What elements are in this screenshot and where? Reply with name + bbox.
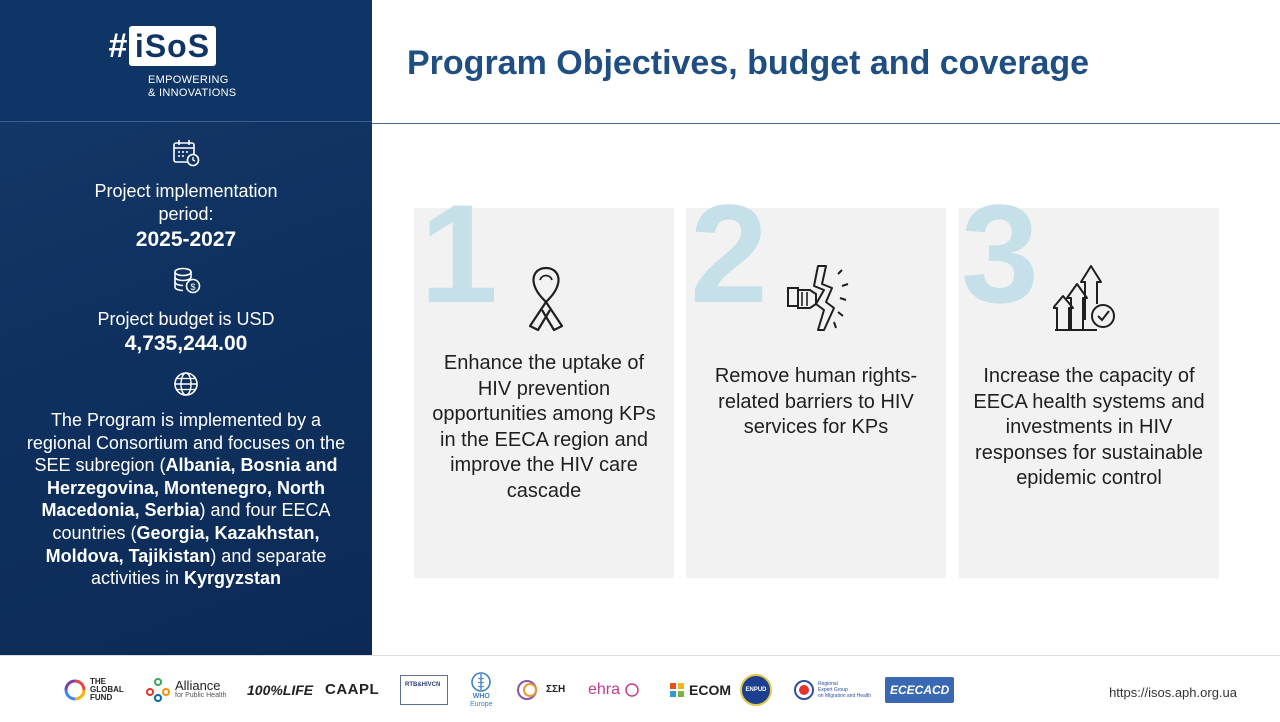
rtb-hivcn-logo: RTB&HIVCN: [400, 656, 448, 722]
period-section: [0, 138, 372, 253]
alliance-dots-icon: [145, 678, 171, 702]
ribbon-icon: [522, 264, 570, 332]
seh-swirl-icon: [515, 678, 543, 702]
ecom-logo: ECOM: [670, 656, 731, 722]
who-europe-logo: WHO Europe: [470, 656, 493, 722]
globe-icon: [173, 371, 199, 397]
isos-logo: [108, 26, 216, 66]
coins-icon: [170, 266, 202, 296]
budget-label: Project budget is USD: [97, 309, 275, 329]
global-fund-logo: THE GLOBAL FUND: [64, 656, 130, 722]
global-fund-mark-icon: [64, 679, 86, 701]
logo-word: iSoS: [129, 26, 216, 66]
objective-text: Enhance the uptake of HIV prevention opportunities among KPs in the EECA region and improve the HIV care cascade: [432, 352, 656, 502]
objective-card-1: [414, 175, 674, 578]
budget-value: 4,735,244.00: [124, 332, 248, 355]
ehra-logo: ehra: [588, 656, 644, 722]
objective-card-3: [959, 175, 1219, 578]
logo-area: [0, 0, 372, 122]
budget-section: [0, 266, 372, 357]
life-logo: 100%LIFE: [247, 681, 314, 698]
title-area: [372, 0, 1280, 124]
website-link[interactable]: https://isos.aph.org.ua: [1109, 685, 1237, 700]
seh-logo: ΣΣΗ: [515, 656, 565, 722]
ececacd-logo: ECECACD: [885, 656, 954, 722]
regional-expert-group-logo: Regional Expert Group on Migration and Health: [793, 656, 871, 722]
growth-arrows-icon: [1053, 264, 1119, 332]
regional-group-emblem-icon: [793, 679, 815, 701]
period-label: Project implementation: [94, 181, 278, 201]
caapl-logo: CAAPL: [325, 680, 380, 698]
calendar-clock-icon: [171, 138, 201, 168]
ehra-mark-icon: [622, 682, 644, 698]
svg-text:$: $: [190, 282, 196, 292]
objective-text: Increase the capacity of EECA health systems and investments in HIV responses for sustainable epidemic control: [973, 365, 1205, 489]
ecom-squares-icon: [670, 683, 684, 697]
objective-text: Remove human rights-related barriers to HIV services for KPs: [714, 365, 918, 438]
logo-hash: #: [108, 27, 125, 65]
objective-number: 1: [420, 175, 498, 332]
period-label-2: period:: [158, 204, 214, 224]
info-sidebar: [0, 0, 372, 655]
period-value: 2025-2027: [135, 228, 237, 251]
consortium-text: The Program is implemented by a regional Consortium and focuses on the SEE subregion (Albania, Bosnia and Herzegovina, Montenegro, North Macedonia, Serbia) and four EECA countries (Georgia, Kazakhstan, Moldova, Tajikistan) and separate activities in Kyrgyzstan: [26, 410, 346, 589]
who-emblem-icon: [470, 671, 492, 693]
page-title: Program Objectives, budget and coverage: [407, 44, 1090, 82]
objective-number: 2: [690, 175, 768, 332]
partner-footer: [0, 655, 1280, 722]
enpud-logo: ENPUD: [740, 656, 772, 722]
logo-tagline: EMPOWERING & INNOVATIONS: [148, 74, 237, 99]
objective-card-2: [686, 175, 946, 578]
coverage-section: [0, 371, 372, 590]
alliance-logo: Alliance for Public Health: [145, 656, 226, 722]
objective-number: 3: [961, 175, 1039, 332]
fist-breaking-barrier-icon: [782, 262, 858, 334]
